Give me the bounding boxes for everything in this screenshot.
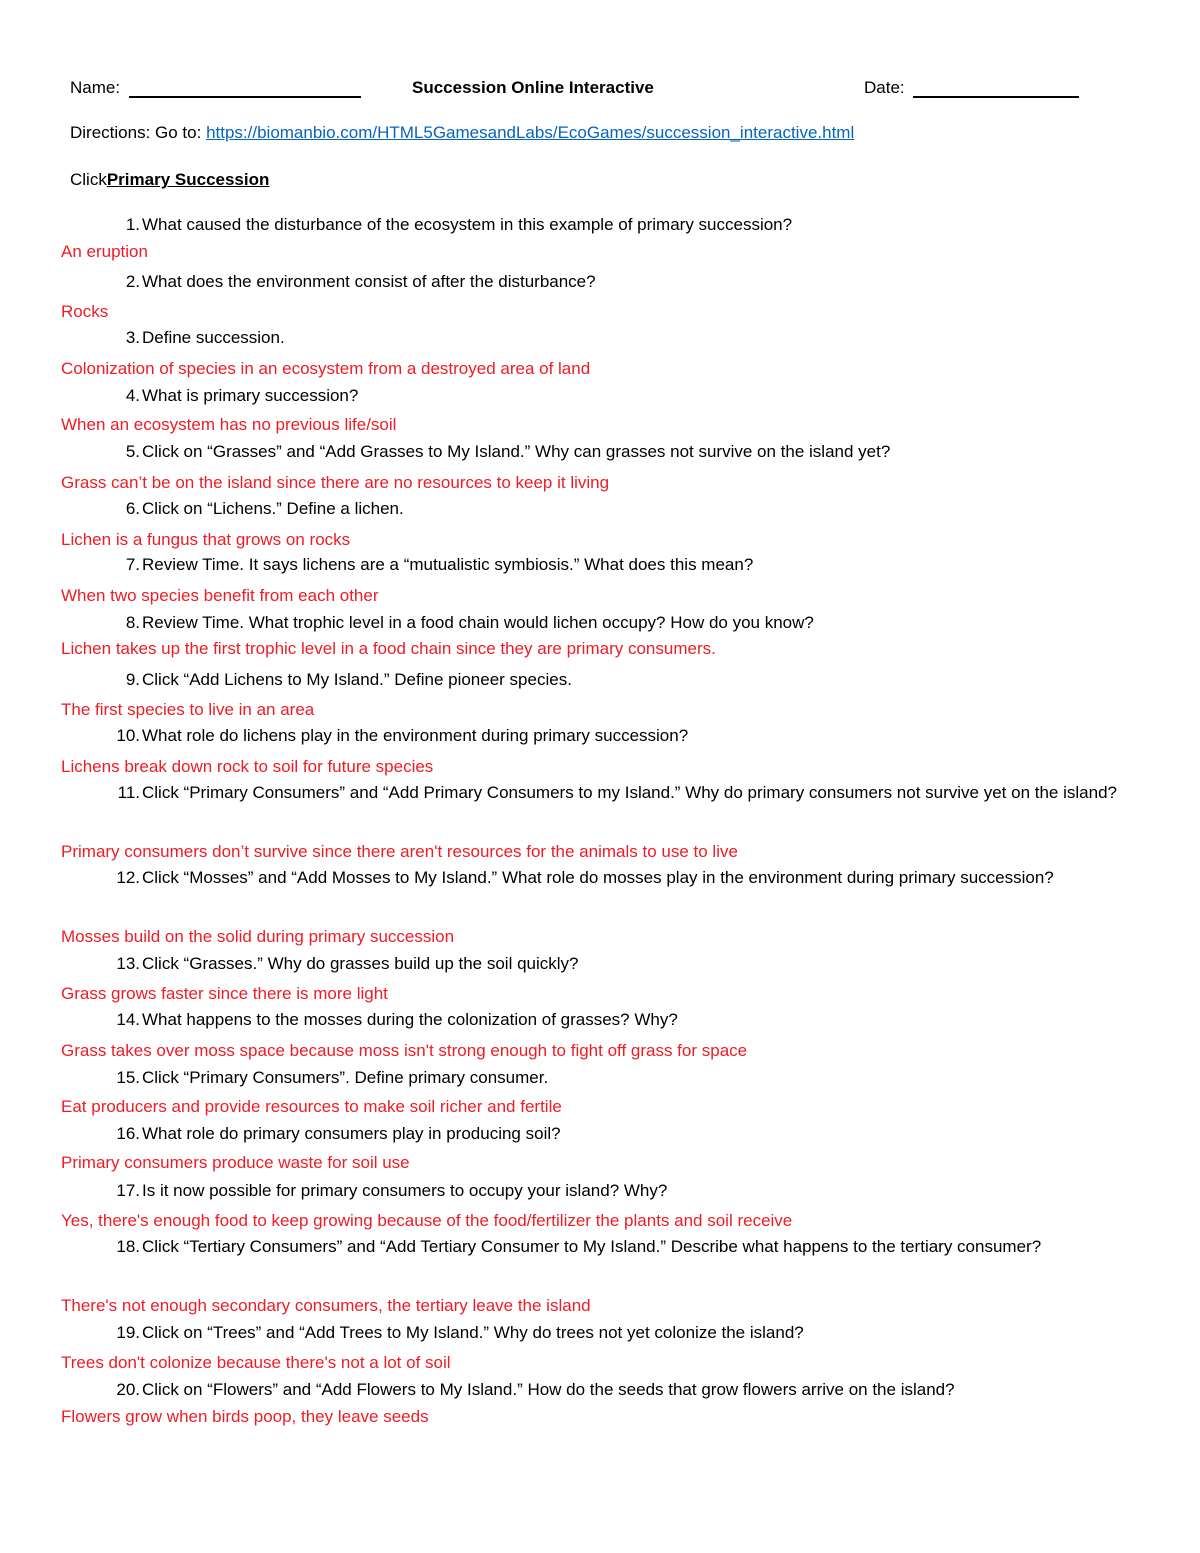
question-text: Click on “Grasses” and “Add Grasses to My Island.” Why can grasses not survive on the island yet? <box>142 442 891 461</box>
date-blank-line <box>913 78 1079 98</box>
question-number: 2. <box>125 272 140 291</box>
question-text: Click “Mosses” and “Add Mosses to My Island.” What role do mosses play in the environment during primary succession? <box>142 868 1054 887</box>
answer-text: When an ecosystem has no previous life/soil <box>61 415 397 434</box>
question-number: 9. <box>125 670 140 689</box>
answer-text: When two species benefit from each other <box>61 586 379 605</box>
question-number: 5. <box>125 442 140 461</box>
question-number: 11. <box>117 783 140 802</box>
question-text: What happens to the mosses during the colonization of grasses? Why? <box>142 1010 678 1029</box>
answer-text: Primary consumers produce waste for soil use <box>61 1153 410 1172</box>
question-text: Click “Primary Consumers”. Define primary consumer. <box>142 1068 549 1087</box>
question-number: 20. <box>116 1380 140 1399</box>
question-text: Click on “Lichens.” Define a lichen. <box>142 499 404 518</box>
click-prefix: Click <box>70 170 107 189</box>
question-text: What caused the disturbance of the ecosystem in this example of primary succession? <box>142 215 793 234</box>
question-text: Click “Grasses.” Why do grasses build up the soil quickly? <box>142 954 579 973</box>
question-text: Click “Primary Consumers” and “Add Primary Consumers to my Island.” Why do primary consumers not survive yet on the island? <box>142 783 1117 802</box>
question-number: 3. <box>125 328 140 347</box>
answer-text: The first species to live in an area <box>61 700 315 719</box>
question-number: 15. <box>116 1068 140 1087</box>
question-number: 8. <box>125 613 140 632</box>
question-text: What does the environment consist of after the disturbance? <box>142 272 596 291</box>
question-number: 6. <box>125 499 140 518</box>
answer-text: Flowers grow when birds poop, they leave seeds <box>61 1407 429 1426</box>
question-number: 4. <box>125 386 140 405</box>
directions-label: Directions: Go to: <box>70 123 202 142</box>
question-text: What role do lichens play in the environment during primary succession? <box>142 726 689 745</box>
question-text: What role do primary consumers play in producing soil? <box>142 1124 561 1143</box>
question-number: 10. <box>116 726 140 745</box>
question-number: 17. <box>116 1181 140 1200</box>
click-instruction <box>70 170 269 190</box>
answer-text: Primary consumers don’t survive since there aren't resources for the animals to use to live <box>61 842 738 861</box>
question-number: 19. <box>116 1323 140 1342</box>
name-field-label <box>70 78 361 98</box>
primary-succession-heading: Primary Succession <box>106 170 270 189</box>
worksheet-title: Succession Online Interactive <box>412 78 654 97</box>
answer-text: Trees don't colonize because there's not a lot of soil <box>61 1353 451 1372</box>
question-text: Click on “Flowers” and “Add Flowers to My Island.” How do the seeds that grow flowers arrive on the island? <box>142 1380 955 1399</box>
question-text: Review Time. What trophic level in a food chain would lichen occupy? How do you know? <box>142 613 814 632</box>
question-number: 14. <box>116 1010 140 1029</box>
question-text: Define succession. <box>142 328 285 347</box>
answer-text: Yes, there's enough food to keep growing because of the food/fertilizer the plants and soil receive <box>61 1211 793 1230</box>
answer-text: Rocks <box>61 302 109 321</box>
question-text: Review Time. It says lichens are a “mutualistic symbiosis.” What does this mean? <box>142 555 754 574</box>
date-label: Date: <box>864 78 905 97</box>
question-text: Is it now possible for primary consumers to occupy your island? Why? <box>142 1181 668 1200</box>
directions-link[interactable]: https://biomanbio.com/HTML5GamesandLabs/EcoGames/succession_interactive.html <box>206 123 855 142</box>
answer-text: Grass can’t be on the island since there are no resources to keep it living <box>61 473 610 492</box>
answer-text: Lichens break down rock to soil for future species <box>61 757 434 776</box>
question-text: Click “Add Lichens to My Island.” Define pioneer species. <box>142 670 572 689</box>
question-number: 16. <box>116 1124 140 1143</box>
name-blank-line <box>129 78 361 98</box>
question-number: 7. <box>125 555 140 574</box>
directions-line <box>70 123 854 143</box>
header <box>70 78 1110 104</box>
name-label: Name: <box>70 78 121 97</box>
answer-text: Eat producers and provide resources to make soil richer and fertile <box>61 1097 562 1116</box>
question-text: Click “Tertiary Consumers” and “Add Tertiary Consumer to My Island.” Describe what happens to the tertiary consumer? <box>142 1237 1042 1256</box>
question-number: 12. <box>116 868 140 887</box>
question-text: Click on “Trees” and “Add Trees to My Island.” Why do trees not yet colonize the island? <box>142 1323 804 1342</box>
answer-text: There's not enough secondary consumers, the tertiary leave the island <box>61 1296 591 1315</box>
question-number: 13. <box>116 954 140 973</box>
question-text: What is primary succession? <box>142 386 359 405</box>
answer-text: Lichen takes up the first trophic level in a food chain since they are primary consumers. <box>61 639 716 658</box>
answer-text: Mosses build on the solid during primary succession <box>61 927 455 946</box>
date-field-label <box>864 78 1079 98</box>
question-number: 18. <box>116 1237 140 1256</box>
answer-text: Grass takes over moss space because moss isn't strong enough to fight off grass for space <box>61 1041 748 1060</box>
answer-text: Colonization of species in an ecosystem from a destroyed area of land <box>61 359 591 378</box>
answer-text: An eruption <box>61 242 148 261</box>
answer-text: Lichen is a fungus that grows on rocks <box>61 530 351 549</box>
answer-text: Grass grows faster since there is more light <box>61 984 388 1003</box>
question-number: 1. <box>125 215 140 234</box>
